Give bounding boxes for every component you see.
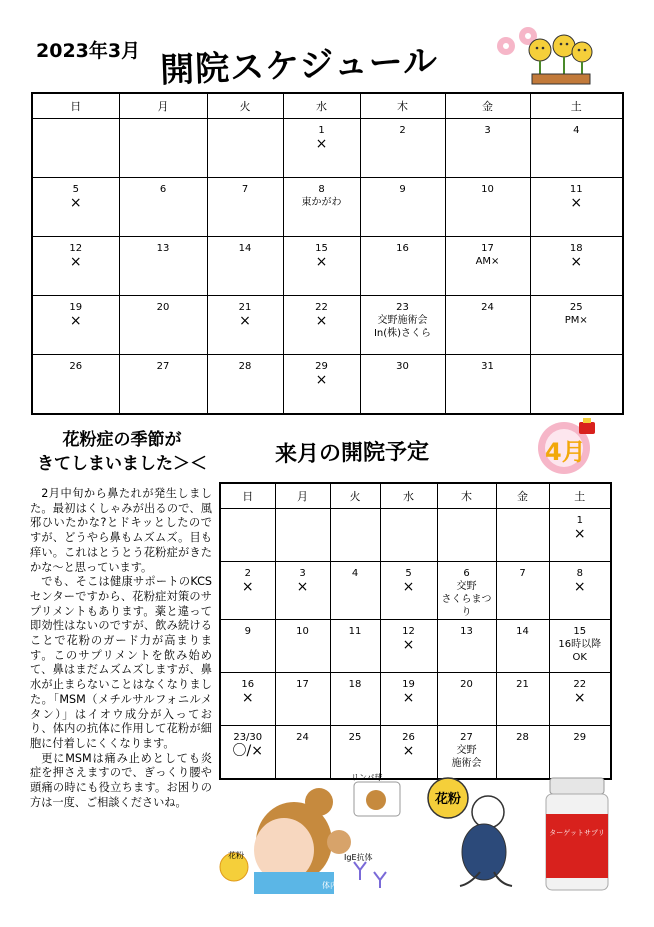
pollen-title-line2: きてしまいました＞＜ [37, 454, 207, 474]
calendar-day-cell [360, 178, 445, 237]
calendar-day-cell [330, 673, 380, 726]
calendar-day-cell [220, 562, 275, 620]
day-number [208, 119, 283, 125]
march-calendar [31, 92, 624, 415]
weekday-header: 木 [437, 483, 496, 509]
calendar-day-cell [207, 178, 283, 237]
day-number: 28 [516, 732, 529, 743]
calendar-day-cell [275, 509, 330, 562]
calendar-day-cell [360, 237, 445, 296]
closed-mark: × [573, 690, 586, 706]
day-number: 9 [244, 626, 251, 637]
pollen-article-body [30, 487, 212, 810]
closed-mark: × [315, 372, 328, 388]
pollen-title-line1: 花粉症の季節が [62, 430, 182, 450]
weekday-header: 月 [119, 93, 207, 119]
supplement-bottle [542, 772, 612, 894]
day-number [331, 509, 380, 515]
calendar-day-cell [283, 119, 360, 178]
day-number: 1 [318, 125, 325, 136]
article-paragraph: でも、そこは健康サポートのKCSセンターですから、花粉症対策のサプリメントもあります。薬と違って即効性はないのですが、飲み続けることで花粉のガード力が高まります。このサプリメントを飲み始めて、鼻はまだムズムズしますが、鼻水が止まらないことはなくなりました。「MSM（メチルサルフォニルメタン）」はイオウ成分が入っており、体内の抗体に作用して花粉が細胞に付着しにくくなります。 [30, 575, 212, 750]
day-number: 30 [396, 361, 409, 372]
day-number: 4 [351, 568, 359, 579]
closed-mark: × [315, 136, 328, 152]
calendar-day-cell [496, 562, 549, 620]
article-paragraph: 2月中旬から鼻たれが発生しました。最初はくしゃみが出るので、風邪ひいたかな?とドキッとしたのですが、どうやら鼻もムズムズ。目も痒い。これはとうとう花粉症がきたかな〜と思っています。 [30, 487, 212, 574]
calendar-day-cell [530, 178, 623, 237]
calendar-day-cell [283, 355, 360, 415]
calendar-day-cell [32, 237, 119, 296]
weekday-header: 火 [330, 483, 380, 509]
calendar-day-cell [445, 296, 530, 355]
closed-mark: × [402, 579, 415, 595]
calendar-day-cell [330, 620, 380, 673]
day-number: 6 [463, 568, 470, 579]
calendar-day-cell [275, 673, 330, 726]
day-note: In(株)さくら [373, 328, 432, 339]
day-number: 8 [318, 184, 325, 195]
calendar-day-cell [220, 620, 275, 673]
day-note: 施術会 [451, 758, 482, 769]
allergy-illustration [214, 772, 404, 894]
day-number: 23/30 [233, 732, 263, 743]
calendar-day-cell [360, 296, 445, 355]
calendar-day-cell [119, 237, 207, 296]
calendar-week-row [32, 178, 623, 237]
calendar-day-cell [283, 296, 360, 355]
day-number: 15 [573, 626, 587, 637]
calendar-day-cell [220, 673, 275, 726]
day-number [33, 119, 119, 125]
day-number: 5 [405, 568, 412, 579]
closed-mark: × [69, 254, 82, 270]
calendar-day-cell [207, 119, 283, 178]
calendar-day-cell [445, 178, 530, 237]
day-number: 10 [296, 626, 309, 637]
day-number: 25 [569, 302, 583, 313]
month-label: 2023年3月 [36, 40, 141, 62]
day-note: 交野 [456, 745, 477, 756]
calendar-day-cell [380, 726, 437, 780]
calendar-week-row [220, 620, 611, 673]
ige-label: IgE抗体 [344, 853, 373, 862]
weekday-header: 火 [207, 93, 283, 119]
calendar-day-cell [32, 355, 119, 415]
calendar-day-cell [496, 509, 549, 562]
calendar-day-cell [549, 620, 611, 673]
calendar-day-cell [437, 673, 496, 726]
day-note: さくらまつり [441, 594, 492, 618]
day-number: 22 [315, 302, 328, 313]
closed-mark: 〇/× [232, 743, 263, 759]
calendar-day-cell [445, 355, 530, 415]
weekday-header: 日 [32, 93, 119, 119]
weekday-header: 水 [283, 93, 360, 119]
day-number: 26 [402, 732, 415, 743]
day-number [531, 355, 623, 361]
day-number [381, 509, 437, 515]
closed-mark: × [239, 313, 251, 329]
calendar-week-row [220, 562, 611, 620]
day-number: 26 [69, 361, 83, 372]
calendar-week-row [32, 119, 623, 178]
closed-mark: × [402, 690, 415, 706]
calendar-day-cell [275, 562, 330, 620]
calendar-day-cell [32, 119, 119, 178]
april-calendar [219, 482, 612, 780]
day-note: 16時以降 [558, 639, 602, 650]
day-number: 16 [396, 243, 409, 254]
kafun-label: 花粉 [435, 792, 462, 807]
day-number [120, 119, 207, 125]
day-number: 7 [519, 568, 526, 579]
calendar-week-row [32, 355, 623, 415]
day-number: 20 [460, 679, 473, 690]
day-number: 18 [569, 243, 583, 254]
calendar-day-cell [220, 509, 275, 562]
calendar-day-cell [360, 119, 445, 178]
day-number: 27 [460, 732, 473, 743]
calendar-day-cell [330, 726, 380, 780]
calendar-day-cell [530, 119, 623, 178]
weekday-header: 土 [549, 483, 611, 509]
day-number: 9 [399, 184, 406, 195]
day-number: 28 [238, 361, 252, 372]
april-badge-label: 4月 [545, 438, 586, 466]
calendar-day-cell [207, 237, 283, 296]
calendar-day-cell [207, 296, 283, 355]
weekday-header: 土 [530, 93, 623, 119]
day-number: 18 [348, 679, 362, 690]
calendar-day-cell [530, 355, 623, 415]
closed-mark: × [241, 579, 254, 595]
day-number: 24 [481, 302, 494, 313]
weekday-header: 木 [360, 93, 445, 119]
day-number: 11 [348, 626, 362, 637]
day-number: 19 [69, 302, 83, 313]
calendar-day-cell [275, 726, 330, 780]
day-number: 12 [402, 626, 415, 637]
calendar-day-cell [380, 673, 437, 726]
day-number [497, 509, 549, 515]
calendar-day-cell [445, 119, 530, 178]
calendar-day-cell [445, 237, 530, 296]
day-number: 29 [573, 732, 587, 743]
day-number: 3 [299, 568, 306, 579]
calendar-week-row [220, 509, 611, 562]
calendar-day-cell [437, 509, 496, 562]
day-number: 21 [516, 679, 529, 690]
calendar-day-cell [119, 296, 207, 355]
calendar-day-cell [549, 673, 611, 726]
pollen-label: 花粉 [228, 851, 244, 860]
day-number [438, 509, 496, 515]
day-number: 17 [481, 243, 494, 254]
day-number: 27 [156, 361, 170, 372]
calendar-day-cell [549, 562, 611, 620]
calendar-week-row [32, 296, 623, 355]
calendar-day-cell [119, 178, 207, 237]
day-number: 29 [315, 361, 328, 372]
day-note: PM× [564, 315, 588, 326]
day-note: 交野 [456, 581, 477, 592]
day-number: 7 [241, 184, 249, 195]
calendar-day-cell [549, 509, 611, 562]
day-number: 11 [569, 184, 583, 195]
lymph-label: リンパ球 [351, 773, 383, 782]
calendar-week-row [220, 726, 611, 780]
weekday-header: 日 [220, 483, 275, 509]
day-number: 2 [399, 125, 406, 136]
calendar-day-cell [380, 509, 437, 562]
day-number: 21 [238, 302, 252, 313]
next-month-title: 来月の開院予定 [274, 439, 430, 468]
calendar-day-cell [437, 620, 496, 673]
day-number: 31 [481, 361, 494, 372]
day-note: OK [572, 652, 587, 663]
calendar-day-cell [330, 509, 380, 562]
flower-characters-illustration [494, 26, 598, 88]
calendar-week-row [32, 237, 623, 296]
day-number: 14 [238, 243, 252, 254]
calendar-day-cell [496, 620, 549, 673]
day-number: 24 [296, 732, 309, 743]
day-number: 3 [484, 125, 491, 136]
closed-mark: × [402, 637, 415, 653]
day-note: 交野施術会 [377, 315, 428, 326]
day-number: 14 [516, 626, 529, 637]
calendar-day-cell [32, 178, 119, 237]
article-paragraph: 更にMSMは痛み止めとしても炎症を押さえますので、ぎっくり腰や頭痛の時にも役立ちます。お困りの方は一度、ご相談くださいね。 [30, 751, 212, 809]
calendar-day-cell [496, 726, 549, 780]
page-title: 開院スケジュール [159, 41, 439, 91]
day-number: 20 [156, 302, 170, 313]
closed-mark: × [315, 254, 328, 270]
closed-mark: × [570, 195, 583, 211]
day-number: 4 [573, 125, 580, 136]
day-number: 2 [244, 568, 251, 579]
calendar-day-cell [360, 355, 445, 415]
day-note: 東かがわ [301, 197, 342, 208]
calendar-day-cell [496, 673, 549, 726]
day-number: 13 [460, 626, 473, 637]
calendar-day-cell [437, 562, 496, 620]
weekday-header: 月 [275, 483, 330, 509]
closed-mark: × [69, 195, 82, 211]
day-number: 5 [72, 184, 79, 195]
calendar-day-cell [283, 178, 360, 237]
calendar-day-cell [330, 562, 380, 620]
closed-mark: × [315, 313, 328, 329]
calendar-day-cell [275, 620, 330, 673]
day-number: 19 [402, 679, 415, 690]
product-label: ターゲットサプリ [549, 829, 605, 837]
pollen-article-title [30, 428, 214, 476]
day-number [276, 509, 330, 515]
day-number [221, 509, 275, 515]
calendar-day-cell [549, 726, 611, 780]
day-number: 13 [156, 243, 170, 254]
closed-mark: × [573, 526, 586, 542]
day-number: 23 [396, 302, 409, 313]
closed-mark: × [296, 579, 309, 595]
calendar-day-cell [220, 726, 275, 780]
calendar-week-row [220, 673, 611, 726]
closed-mark: × [573, 579, 586, 595]
day-number: 15 [315, 243, 328, 254]
day-number: 16 [241, 679, 255, 690]
day-number: 10 [481, 184, 494, 195]
closed-mark: × [241, 690, 254, 706]
body-label: 体内 [322, 881, 338, 890]
calendar-day-cell [530, 237, 623, 296]
day-number: 25 [348, 732, 362, 743]
weekday-header: 水 [380, 483, 437, 509]
closed-mark: × [402, 743, 415, 759]
pollen-shield-illustration [420, 772, 538, 894]
weekday-header-row [32, 93, 623, 119]
day-number: 22 [573, 679, 587, 690]
weekday-header: 金 [445, 93, 530, 119]
day-number: 6 [159, 184, 167, 195]
day-number: 8 [576, 568, 583, 579]
calendar-day-cell [207, 355, 283, 415]
day-number: 12 [69, 243, 83, 254]
day-note: AM× [475, 256, 500, 267]
weekday-header: 金 [496, 483, 549, 509]
calendar-day-cell [380, 562, 437, 620]
day-number: 1 [576, 515, 583, 526]
calendar-day-cell [119, 119, 207, 178]
calendar-day-cell [437, 726, 496, 780]
calendar-day-cell [32, 296, 119, 355]
calendar-day-cell [380, 620, 437, 673]
april-badge [533, 412, 599, 478]
closed-mark: × [69, 313, 82, 329]
calendar-day-cell [530, 296, 623, 355]
calendar-day-cell [119, 355, 207, 415]
closed-mark: × [570, 254, 583, 270]
calendar-day-cell [283, 237, 360, 296]
weekday-header-row [220, 483, 611, 509]
day-number: 17 [296, 679, 309, 690]
